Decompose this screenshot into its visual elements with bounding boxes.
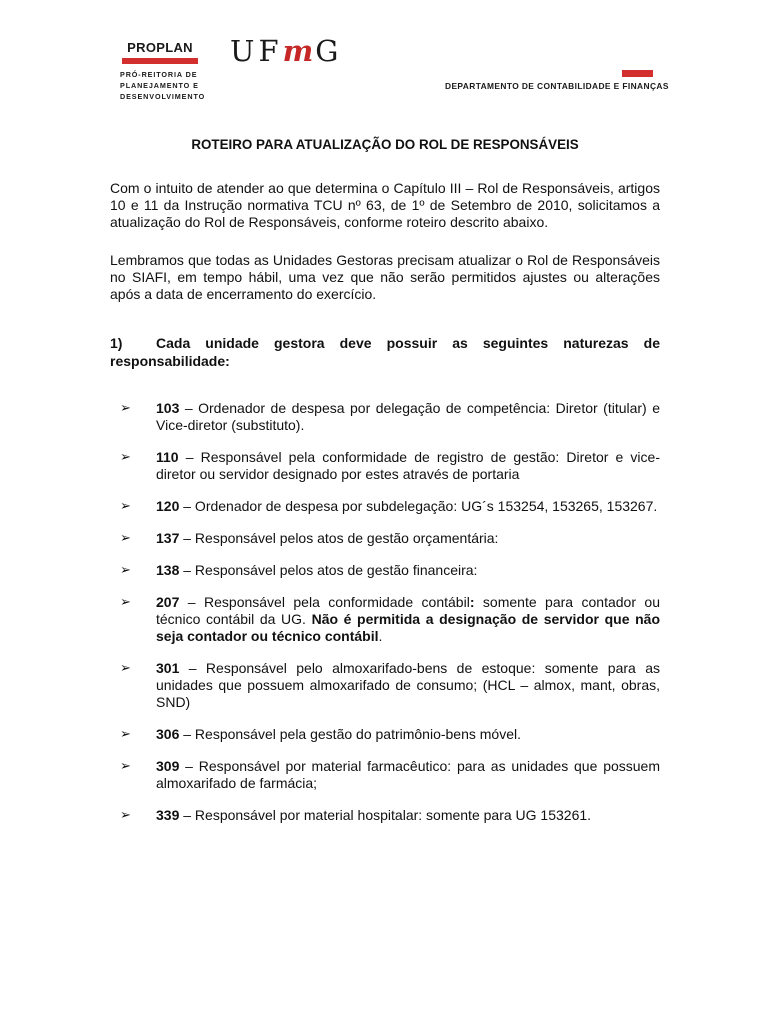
arrow-bullet-icon: ➢ (120, 759, 131, 774)
item-code: 137 (156, 530, 180, 546)
proplan-line: DESENVOLVIMENTO (120, 92, 206, 101)
item-code: 306 (156, 726, 180, 742)
arrow-bullet-icon: ➢ (120, 401, 131, 416)
list-item (120, 807, 660, 824)
list-item (120, 498, 660, 515)
item-emphasis: Não é permitida a designação de servidor que não seja contador ou técnico contábil (156, 611, 660, 644)
item-end: . (378, 628, 383, 644)
ufmg-letter-g: G (315, 34, 343, 68)
item-text-continued: somente para contador ou técnico contábil da UG. (156, 594, 660, 627)
item-text: – Responsável pela conformidade contábil (179, 594, 470, 610)
proplan-accent-bar (122, 58, 198, 64)
proplan-name: PROPLAN (127, 40, 193, 55)
item-text: – Responsável por material farmacêutico: para as unidades que possuem almoxarifado de farmácia; (156, 758, 660, 791)
arrow-bullet-icon: ➢ (120, 595, 131, 610)
list-item (120, 562, 660, 579)
proplan-subtitle (120, 69, 206, 102)
item-code: 138 (156, 562, 180, 578)
arrow-bullet-icon: ➢ (120, 450, 131, 465)
section-heading (110, 334, 660, 370)
item-colon: : (469, 594, 475, 610)
item-text: – Responsável por material hospitalar: somente para UG 153261. (179, 807, 592, 823)
list-item (120, 400, 660, 434)
arrow-bullet-icon: ➢ (120, 808, 131, 823)
item-code: 339 (156, 807, 180, 823)
item-text: – Responsável pelo almoxarifado-bens de estoque: somente para as unidades que possuem almoxarifado de consumo; (HCL – almox, mant, obras, SND) (156, 660, 660, 710)
item-code: 301 (156, 660, 180, 676)
ufmg-letter-u: U (230, 34, 259, 68)
responsibility-list (120, 400, 660, 839)
department-name: DEPARTAMENTO DE CONTABILIDADE E FINANÇAS (445, 81, 669, 91)
list-item (120, 594, 660, 645)
proplan-logo (120, 40, 206, 102)
item-code: 110 (156, 449, 179, 465)
list-item (120, 530, 660, 547)
item-text: – Ordenador de despesa por subdelegação: UG´s 153254, 153265, 153267. (179, 498, 658, 514)
item-text: – Responsável pelos atos de gestão financeira: (179, 562, 478, 578)
item-text: – Responsável pelos atos de gestão orçamentária: (179, 530, 499, 546)
section-heading-text: Cada unidade gestora deve possuir as seguintes naturezas de responsabilidade: (110, 335, 660, 369)
arrow-bullet-icon: ➢ (120, 727, 131, 742)
item-code: 207 (156, 594, 180, 610)
item-code: 120 (156, 498, 180, 514)
ufmg-logo (230, 34, 342, 68)
item-text: – Ordenador de despesa por delegação de competência: Diretor (titular) e Vice-diretor (substituto). (156, 400, 660, 433)
arrow-bullet-icon: ➢ (120, 531, 131, 546)
reminder-paragraph: Lembramos que todas as Unidades Gestoras precisam atualizar o Rol de Responsáveis no SIAFI, em tempo hábil, uma vez que não serão permitidos ajustes ou alterações após a data de encerramento do exercício. (110, 252, 660, 302)
arrow-bullet-icon: ➢ (120, 661, 131, 676)
intro-paragraph: Com o intuito de atender ao que determina o Capítulo III – Rol de Responsáveis, artigos 10 e 11 da Instrução normativa TCU nº 63, de 1º de Setembro de 2010, solicitamos a atualização do Rol de Responsáveis, conforme roteiro descrito abaixo. (110, 180, 660, 230)
proplan-line: PLANEJAMENTO E (120, 81, 199, 90)
department-header (445, 70, 669, 91)
arrow-bullet-icon: ➢ (120, 499, 131, 514)
ufmg-letter-f: F (258, 34, 283, 68)
list-item (120, 758, 660, 792)
list-item (120, 726, 660, 743)
department-accent-bar (622, 70, 653, 77)
item-text: – Responsável pela conformidade de registro de gestão: Diretor e vice-diretor ou servidor designado por estes através de portaria (156, 449, 660, 482)
item-code: 103 (156, 400, 180, 416)
item-code: 309 (156, 758, 180, 774)
proplan-line: PRÓ-REITORIA DE (120, 70, 198, 79)
document-title: ROTEIRO PARA ATUALIZAÇÃO DO ROL DE RESPONSÁVEIS (191, 137, 579, 152)
ufmg-letter-m: m (282, 34, 316, 68)
list-item (120, 449, 660, 483)
list-item (120, 660, 660, 711)
item-text: – Responsável pela gestão do patrimônio-bens móvel. (179, 726, 522, 742)
arrow-bullet-icon: ➢ (120, 563, 131, 578)
section-number: 1) (110, 335, 123, 351)
